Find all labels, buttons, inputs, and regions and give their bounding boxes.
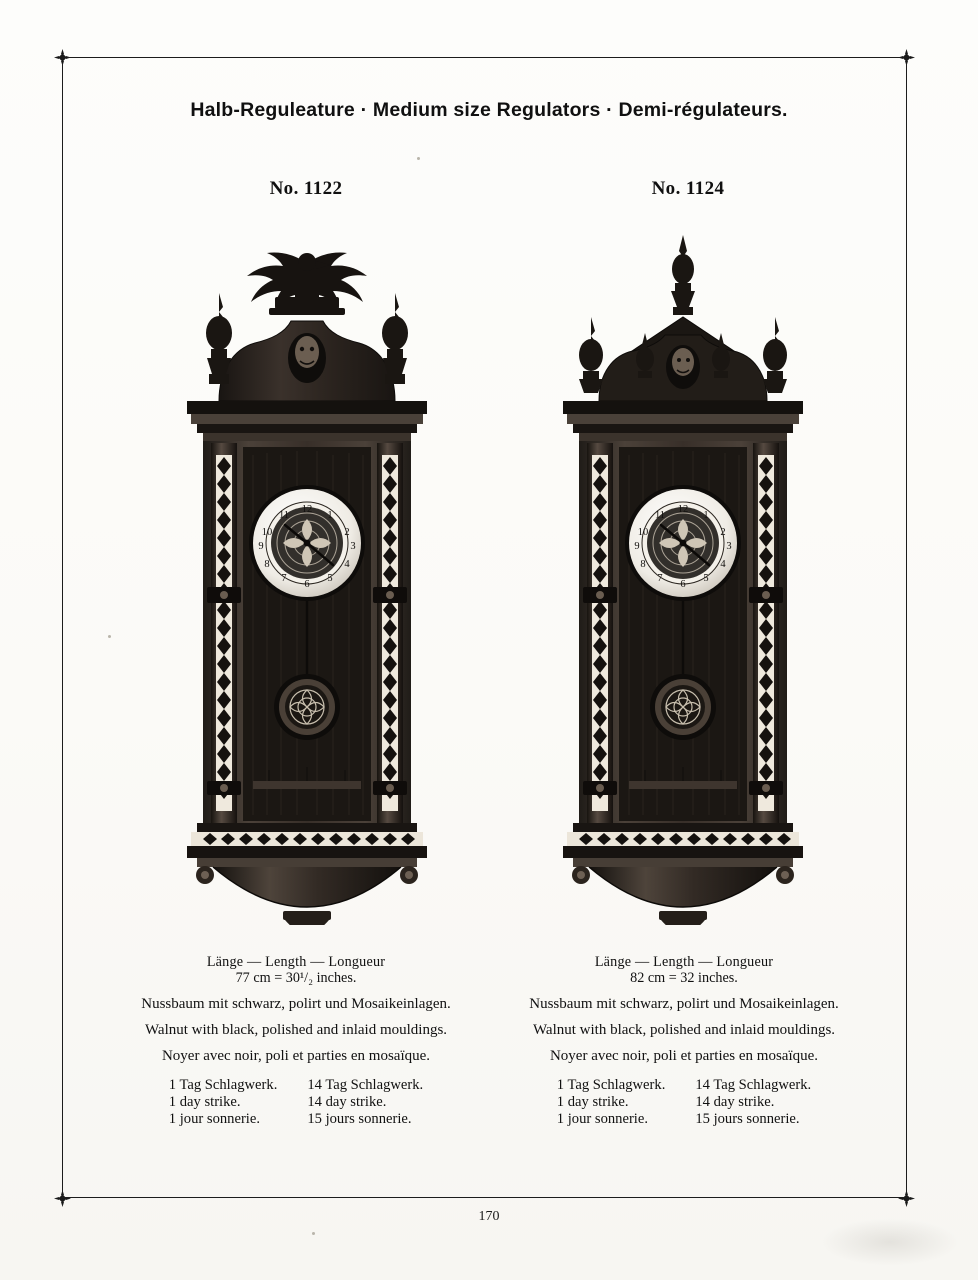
model-number-1122: No. 1122 xyxy=(269,178,343,199)
caption-block-1124 xyxy=(474,955,894,1128)
strike-options-table xyxy=(169,1078,423,1128)
length-label: Länge — Length — Longueur xyxy=(206,954,386,970)
paper-speck xyxy=(108,635,111,638)
drop-finial xyxy=(659,911,707,925)
strike-en-14day: 14 day strike. xyxy=(307,1094,387,1110)
table-row xyxy=(169,1078,423,1095)
strike-en-1day: 1 day strike. xyxy=(556,1094,629,1110)
description-de: Nussbaum mit schwarz, polirt und Mosaikeinlagen. xyxy=(529,996,839,1013)
base-bowl xyxy=(213,867,401,907)
pendulum-bob xyxy=(650,674,716,740)
clock-dial xyxy=(249,485,365,601)
svg-text:10: 10 xyxy=(637,527,649,538)
paper-speck xyxy=(417,157,420,160)
svg-text:1: 1 xyxy=(327,510,333,521)
clock-illustration-1124 xyxy=(533,225,833,925)
svg-text:9: 9 xyxy=(258,541,264,552)
svg-text:8: 8 xyxy=(640,559,646,570)
top-cornice xyxy=(187,401,427,441)
clock-dial xyxy=(625,485,741,601)
svg-text:4: 4 xyxy=(344,559,350,570)
svg-text:2: 2 xyxy=(344,527,350,538)
bottom-moulding xyxy=(563,823,803,867)
strike-fr-15day: 15 jours sonnerie. xyxy=(695,1110,800,1127)
clock-engraving xyxy=(157,225,457,925)
svg-text:9: 9 xyxy=(634,541,640,552)
svg-text:12: 12 xyxy=(677,504,689,515)
svg-text:3: 3 xyxy=(726,541,732,552)
eagle-crest-icon xyxy=(247,252,367,315)
drop-finial xyxy=(283,911,331,925)
top-cornice xyxy=(563,401,803,441)
strike-en-14day: 14 day strike. xyxy=(695,1094,775,1110)
clock-illustration-1122 xyxy=(157,225,457,925)
svg-text:2: 2 xyxy=(720,527,726,538)
svg-text:7: 7 xyxy=(281,573,287,584)
finial-right xyxy=(763,317,787,393)
paper-smudge xyxy=(820,1218,960,1266)
interior-shelf xyxy=(629,781,737,789)
strike-fr-1day: 1 jour sonnerie. xyxy=(168,1110,260,1127)
bottom-moulding xyxy=(187,823,427,867)
carved-mask-ornament xyxy=(288,333,326,383)
svg-text:10: 10 xyxy=(261,527,273,538)
description-en: Walnut with black, polished and inlaid mouldings. xyxy=(532,1022,836,1039)
svg-text:7: 7 xyxy=(657,573,663,584)
svg-text:4: 4 xyxy=(720,559,726,570)
description-fr: Noyer avec noir, poli et parties en mosaïque. xyxy=(549,1048,819,1065)
description-en: Walnut with black, polished and inlaid mouldings. xyxy=(144,1022,448,1039)
strike-de-14day: 14 Tag Schlagwerk. xyxy=(695,1077,812,1094)
strike-options-table xyxy=(557,1078,811,1128)
svg-text:6: 6 xyxy=(680,579,686,590)
base-bowl xyxy=(589,867,777,907)
finial-left xyxy=(579,317,603,393)
strike-de-1day: 1 Tag Schlagwerk. xyxy=(168,1077,278,1094)
table-row xyxy=(169,1112,423,1129)
length-label: Länge — Length — Longueur xyxy=(594,954,774,970)
center-finial xyxy=(671,235,695,315)
length-value: 77 cm = 30¹/₂ inches. xyxy=(235,970,357,987)
svg-text:11: 11 xyxy=(654,510,666,521)
pendulum-bob xyxy=(274,674,340,740)
description-fr: Noyer avec noir, poli et parties en mosaïque. xyxy=(161,1048,431,1065)
length-value: 82 cm = 32 inches. xyxy=(630,970,738,987)
table-row xyxy=(557,1095,811,1112)
interior-shelf xyxy=(253,781,361,789)
strike-en-1day: 1 day strike. xyxy=(168,1094,241,1110)
paper-speck xyxy=(312,1232,315,1235)
page-number: 170 xyxy=(478,1209,500,1224)
svg-text:5: 5 xyxy=(327,573,333,584)
carved-mask-ornament xyxy=(666,345,700,389)
page-title: Halb-Reguleature · Medium size Regulators · Demi-régulateurs. xyxy=(190,99,788,121)
svg-text:5: 5 xyxy=(703,573,709,584)
caption-block-1122 xyxy=(86,955,506,1128)
strike-de-1day: 1 Tag Schlagwerk. xyxy=(556,1077,666,1094)
table-row xyxy=(169,1095,423,1112)
svg-text:11: 11 xyxy=(278,510,290,521)
model-number-1124: No. 1124 xyxy=(651,178,725,199)
description-de: Nussbaum mit schwarz, polirt und Mosaikeinlagen. xyxy=(141,996,451,1013)
svg-text:8: 8 xyxy=(264,559,270,570)
svg-text:1: 1 xyxy=(703,510,709,521)
table-row xyxy=(557,1078,811,1095)
svg-text:12: 12 xyxy=(301,504,313,515)
clock-engraving xyxy=(533,225,833,925)
table-row xyxy=(557,1112,811,1129)
strike-fr-15day: 15 jours sonnerie. xyxy=(307,1110,412,1127)
svg-text:3: 3 xyxy=(350,541,356,552)
strike-de-14day: 14 Tag Schlagwerk. xyxy=(307,1077,424,1094)
strike-fr-1day: 1 jour sonnerie. xyxy=(556,1110,648,1127)
svg-text:6: 6 xyxy=(304,579,310,590)
